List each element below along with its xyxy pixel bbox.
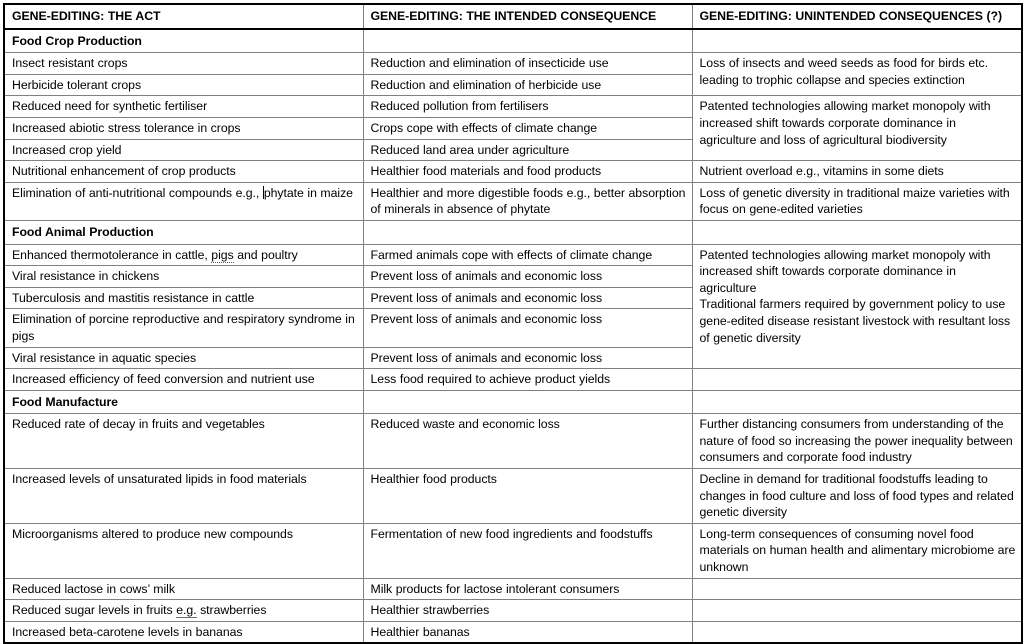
cell-unintended-merged: [692, 244, 1022, 369]
cell-intended: Reduced pollution from fertilisers: [363, 96, 692, 118]
section-header-row: [4, 220, 1022, 244]
cell-unintended: Long-term consequences of consuming novel food materials on human health and alimentary microbiome are unknown: [692, 523, 1022, 578]
cell-intended: Healthier food materials and food products: [363, 161, 692, 183]
cell-intended: Reduction and elimination of herbicide use: [363, 74, 692, 96]
gene-editing-consequences-table: [3, 3, 1023, 644]
cell-act: Reduced need for synthetic fertiliser: [4, 96, 363, 118]
cell-intended: Healthier food products: [363, 469, 692, 524]
cell-unintended: Loss of genetic diversity in traditional maize varieties with focus on gene-edited varieties: [692, 182, 1022, 220]
cell-act: Increased crop yield: [4, 139, 363, 161]
table-row: [4, 621, 1022, 643]
table-row: [4, 414, 1022, 469]
cell-act: Increased abiotic stress tolerance in crops: [4, 117, 363, 139]
cell-act: Tuberculosis and mastitis resistance in cattle: [4, 287, 363, 309]
cell-unintended: Loss of insects and weed seeds as food for birds etc. leading to trophic collapse and species extinction: [692, 53, 1022, 96]
text-caret: [263, 186, 264, 199]
section-header-row: [4, 29, 1022, 53]
header-cell-unintended: GENE-EDITING: UNINTENDED CONSEQUENCES (?): [692, 4, 1022, 29]
cell-intended: Prevent loss of animals and economic loss: [363, 287, 692, 309]
cell-act: Insect resistant crops: [4, 53, 363, 75]
cell-intended: Prevent loss of animals and economic loss: [363, 347, 692, 369]
cell-act: Increased levels of unsaturated lipids in food materials: [4, 469, 363, 524]
cell-unintended-empty: [692, 600, 1022, 622]
cell-act: Herbicide tolerant crops: [4, 74, 363, 96]
cell-act: Viral resistance in chickens: [4, 266, 363, 288]
cell-intended: Fermentation of new food ingredients and foodstuffs: [363, 523, 692, 578]
table-row: [4, 161, 1022, 183]
cell-act: Increased beta-carotene levels in bananas: [4, 621, 363, 643]
cell-act: Elimination of porcine reproductive and respiratory syndrome in pigs: [4, 309, 363, 347]
cell-intended: Prevent loss of animals and economic loss: [363, 266, 692, 288]
cell-unintended-empty: [692, 578, 1022, 600]
cell-unintended: Further distancing consumers from understanding of the nature of food so increasing the power inequality between consumers and corporate food industry: [692, 414, 1022, 469]
cell-act: Viral resistance in aquatic species: [4, 347, 363, 369]
cell-intended: Reduced waste and economic loss: [363, 414, 692, 469]
cell-intended: Milk products for lactose intolerant consumers: [363, 578, 692, 600]
cell-unintended: Patented technologies allowing market monopoly with increased shift towards corporate dominance in agriculture and loss of agricultural biodiversity: [692, 96, 1022, 161]
table-row: [4, 244, 1022, 266]
section-title-food-crop-production: Food Crop Production: [4, 29, 363, 53]
section-spacer-unintended: [692, 390, 1022, 414]
table-row: [4, 53, 1022, 75]
header-cell-act: GENE-EDITING: THE ACT: [4, 4, 363, 29]
cell-intended: Healthier bananas: [363, 621, 692, 643]
unintended-paragraph-1: Patented technologies allowing market monopoly with increased shift towards corporate dominance in agriculture: [699, 247, 991, 295]
cell-intended: Farmed animals cope with effects of climate change: [363, 244, 692, 266]
unintended-paragraph-2: Traditional farmers required by government policy to use gene-edited disease resistant livestock with resultant loss of genetic diversity: [699, 297, 1011, 345]
section-title-food-animal-production: Food Animal Production: [4, 220, 363, 244]
grammar-flag-pigs: pigs: [211, 247, 234, 262]
table-row: [4, 469, 1022, 524]
table-row: [4, 578, 1022, 600]
section-spacer-unintended: [692, 29, 1022, 53]
cell-act: Microorganisms altered to produce new compounds: [4, 523, 363, 578]
section-spacer-unintended: [692, 220, 1022, 244]
cell-act-with-grammar: Reduced sugar levels in fruits e.g. strawberries: [4, 600, 363, 622]
cell-act: Reduced rate of decay in fruits and vegetables: [4, 414, 363, 469]
cell-intended: Crops cope with effects of climate change: [363, 117, 692, 139]
header-cell-intended: GENE-EDITING: THE INTENDED CONSEQUENCE: [363, 4, 692, 29]
cell-act: Reduced lactose in cows’ milk: [4, 578, 363, 600]
section-header-row: [4, 390, 1022, 414]
cell-intended: Healthier strawberries: [363, 600, 692, 622]
cell-unintended: Decline in demand for traditional foodstuffs leading to changes in food culture and loss of food types and related genetic diversity: [692, 469, 1022, 524]
table-header-row: [4, 4, 1022, 29]
table-row: [4, 182, 1022, 220]
cell-act: Increased efficiency of feed conversion and nutrient use: [4, 369, 363, 391]
cell-act-with-grammar: Enhanced thermotolerance in cattle, pigs and poultry: [4, 244, 363, 266]
cell-act-with-caret: Elimination of anti-nutritional compounds e.g., phytate in maize: [4, 182, 363, 220]
table-row: [4, 96, 1022, 118]
section-spacer-intended: [363, 390, 692, 414]
table-row: [4, 369, 1022, 391]
cell-intended: Reduction and elimination of insecticide use: [363, 53, 692, 75]
cell-unintended: Nutrient overload e.g., vitamins in some diets: [692, 161, 1022, 183]
cell-intended: Reduced land area under agriculture: [363, 139, 692, 161]
cell-intended: Prevent loss of animals and economic loss: [363, 309, 692, 347]
section-spacer-intended: [363, 220, 692, 244]
cell-intended: Healthier and more digestible foods e.g., better absorption of minerals in absence of phytate: [363, 182, 692, 220]
cell-act: Nutritional enhancement of crop products: [4, 161, 363, 183]
section-title-food-manufacture: Food Manufacture: [4, 390, 363, 414]
table-row: [4, 523, 1022, 578]
cell-intended: Less food required to achieve product yields: [363, 369, 692, 391]
cell-unintended-empty: [692, 369, 1022, 391]
cell-unintended-empty: [692, 621, 1022, 643]
section-spacer-intended: [363, 29, 692, 53]
grammar-flag-eg: e.g.: [176, 603, 197, 618]
table-row: [4, 600, 1022, 622]
